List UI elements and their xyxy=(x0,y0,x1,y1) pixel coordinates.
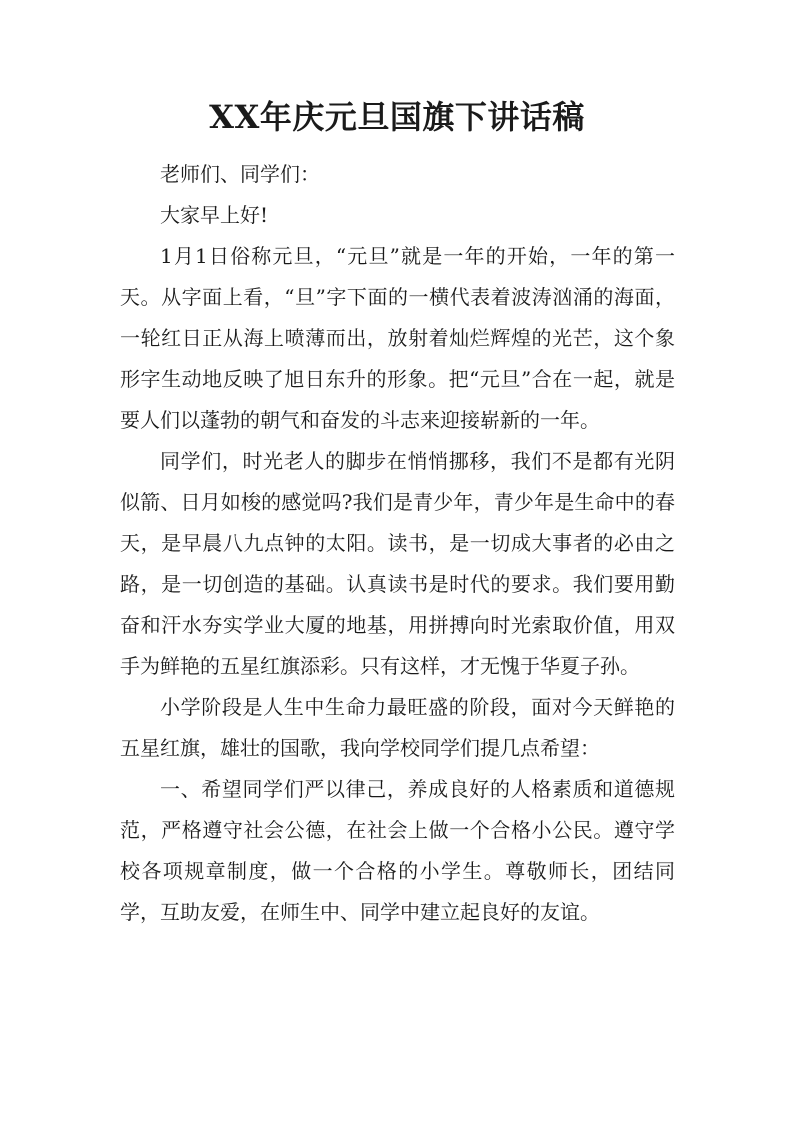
paragraph-greeting: 大家早上好! xyxy=(160,203,269,227)
paragraph-primary-stage: 小学阶段是人生中生命力最旺盛的阶段，面对今天鲜艳的五星红旗，雄壮的国歌，我向学校同学们提几点希望： xyxy=(120,695,675,760)
paragraph-new-year-meaning: 1月1日俗称元旦，“元旦”就是一年的开始，一年的第一天。从字面上看，“旦”字下面的一横代表着波涛汹涌的海面，一轮红日正从海上喷薄而出，放射着灿烂辉煌的光芒，这个象形字生动地反映了旭日东升的形象。把“元旦”合在一起，就是要人们以蓬勃的朝气和奋发的斗志来迎接崭新的一年。 xyxy=(120,244,675,432)
paragraph-study-time: 同学们，时光老人的脚步在悄悄挪移，我们不是都有光阴似箭、日月如梭的感觉吗?我们是青少年，青少年是生命中的春天，是早晨八九点钟的太阳。读书，是一切成大事者的必由之路，是一切创造的基础。认真读书是时代的要求。我们要用勤奋和汗水夯实学业大厦的地基，用拼搏向时光索取价值，用双手为鲜艳的五星红旗添彩。只有这样，才无愧于华夏子孙。 xyxy=(120,449,675,678)
document-body xyxy=(120,154,675,933)
paragraph-salutation: 老师们、同学们： xyxy=(160,162,320,186)
paragraph-hope-one: 一、希望同学们严以律己，养成良好的人格素质和道德规范，严格遵守社会公德，在社会上做一个合格小公民。遵守学校各项规章制度，做一个合格的小学生。尊敬师长，团结同学，互助友爱，在师生中、同学中建立起良好的友谊。 xyxy=(120,777,675,924)
document-title: XX年庆元旦国旗下讲话稿 xyxy=(209,98,585,136)
